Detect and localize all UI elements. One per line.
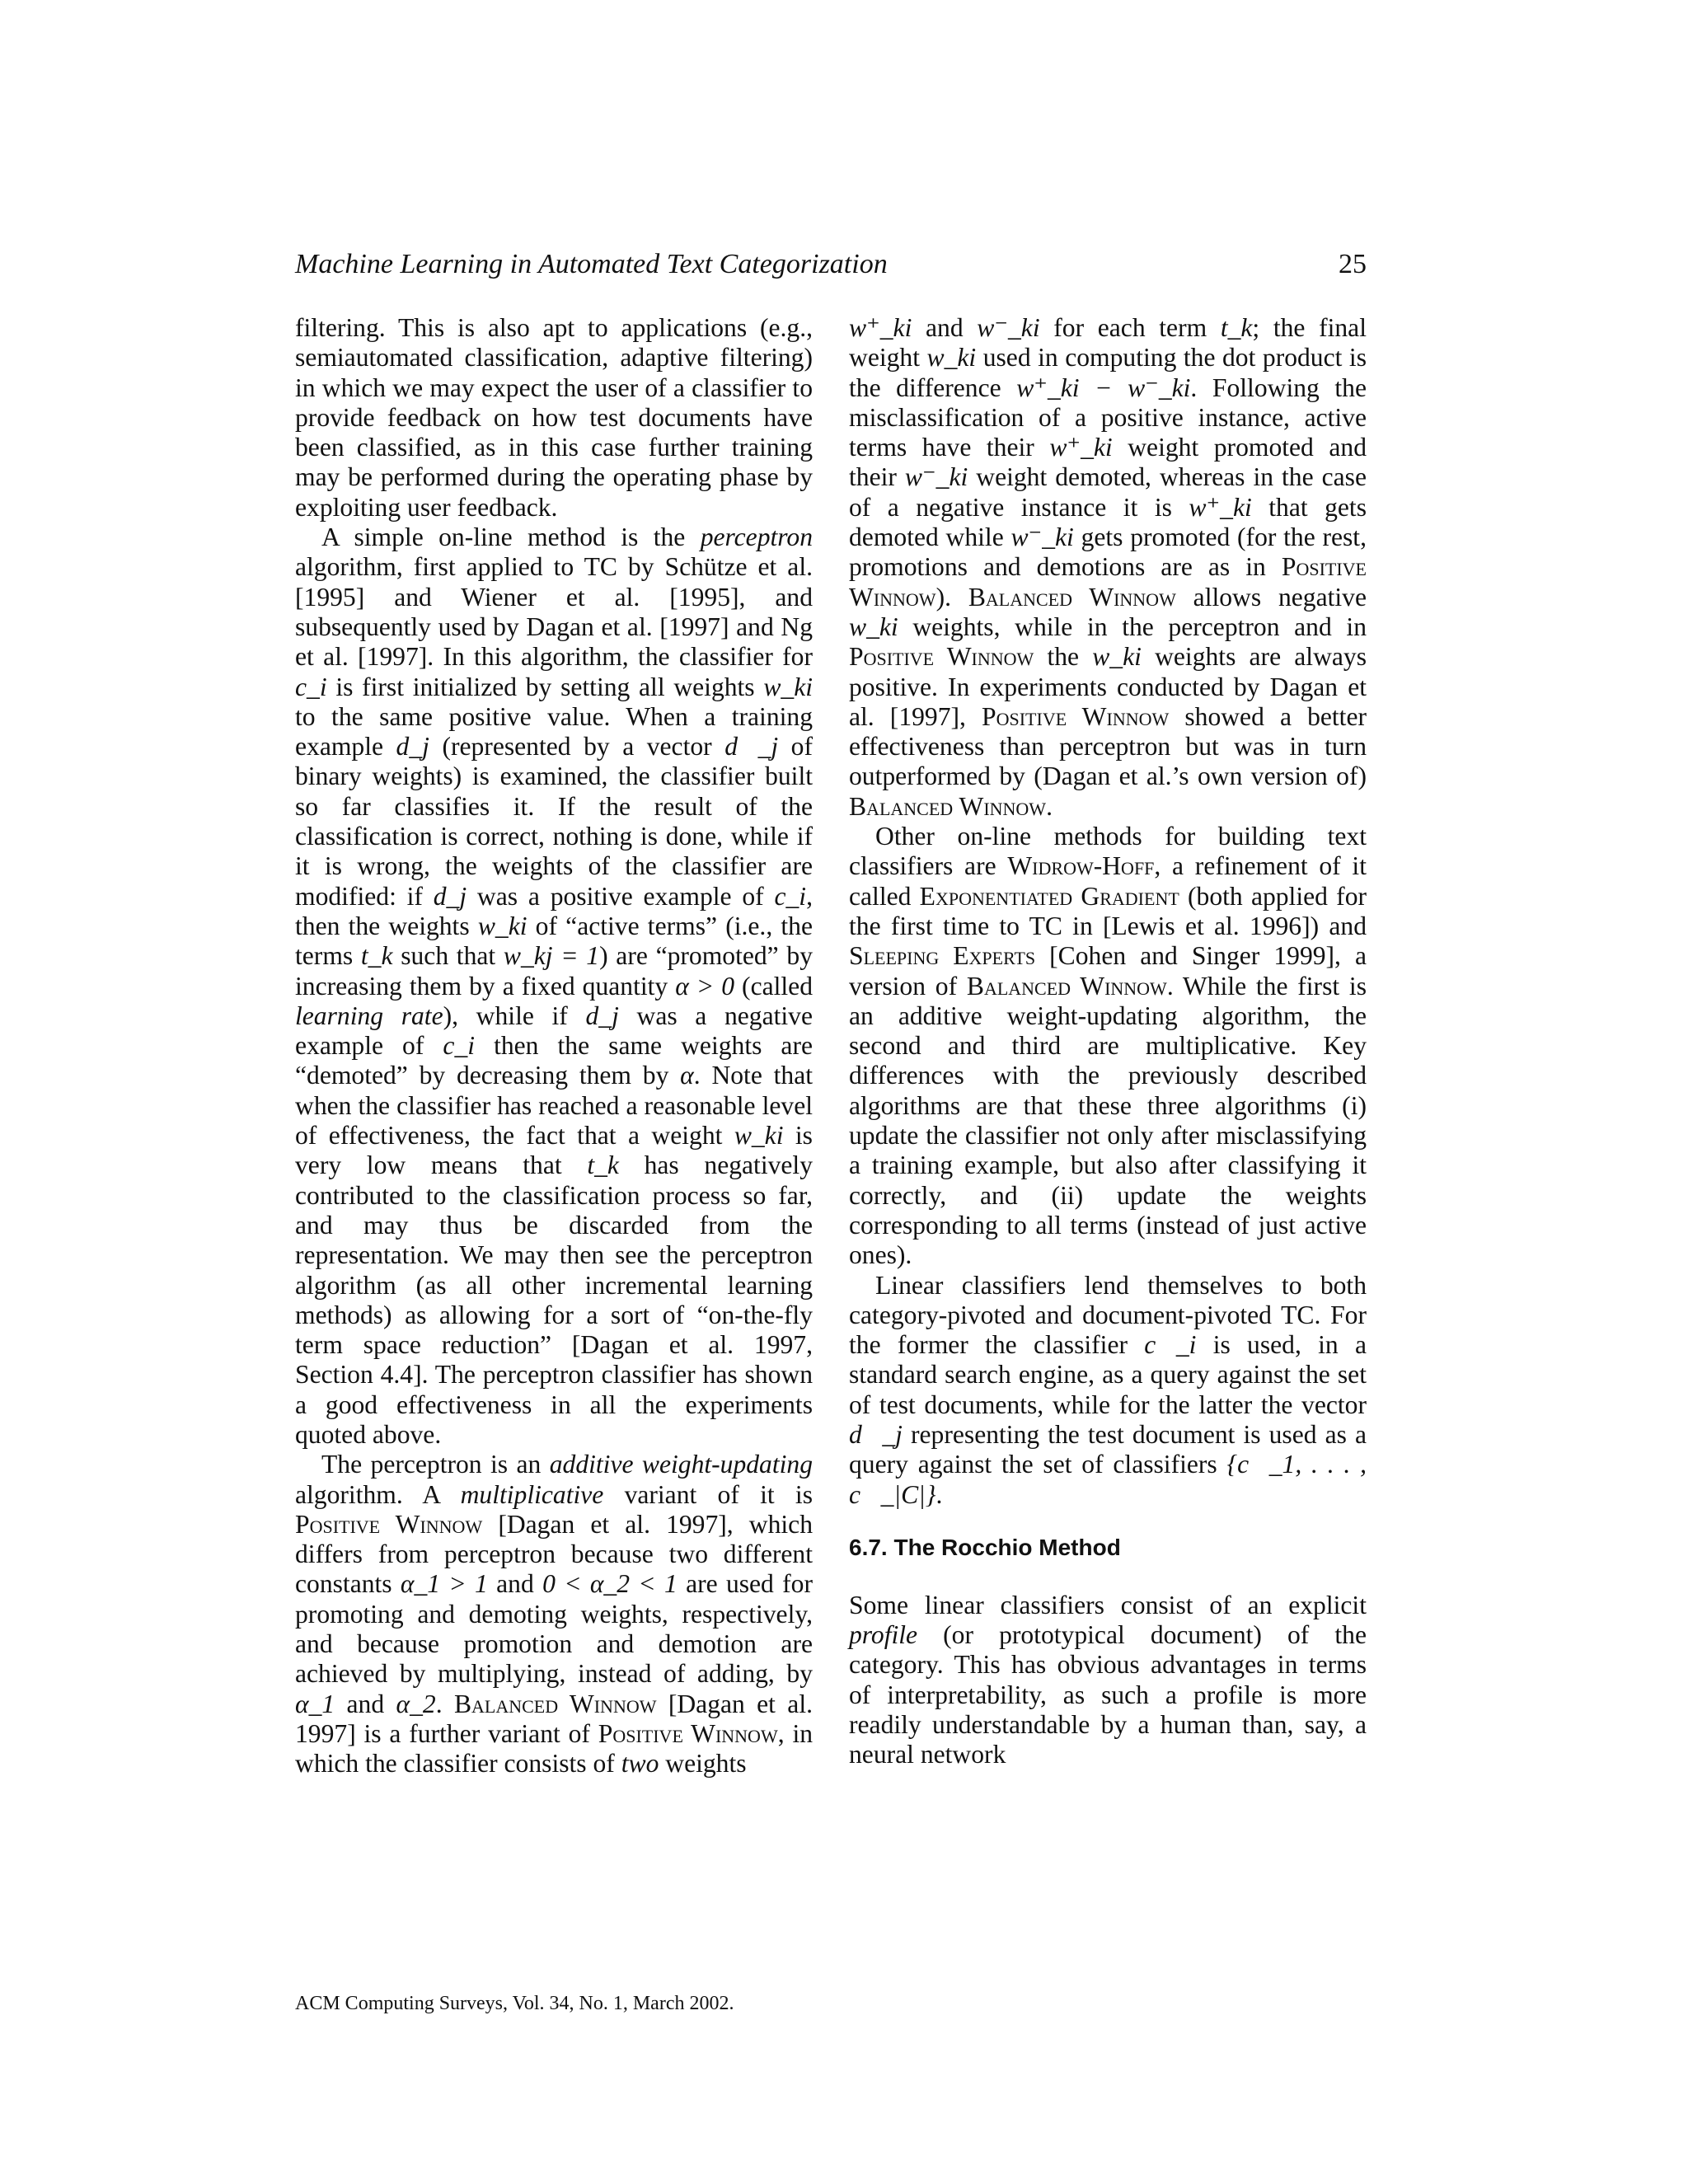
text-run: has negatively contributed to the classification process so far, and may thus be discarded from the representation. We may then see the perceptron algorithm (as all other incremental learning methods) as allowing for a sort of “on-the-fly term space reduction” [Dagan et al. 1997, Section 4.4]. The perceptron classifier has shown a good effectiveness in all the experiments quoted above.	[295, 1151, 813, 1449]
text-run: is used, in a standard search engine, as a query against the set of test documents, while for the latter the vector	[849, 1330, 1367, 1419]
algorithm-name: Positive Winnow	[849, 642, 1034, 672]
footer-citation: ACM Computing Surveys, Vol. 34, No. 1, March 2002.	[295, 1993, 734, 2014]
text-run: variant of it is	[603, 1479, 813, 1509]
text-run: (called	[734, 971, 814, 1001]
text-run: was a negative example of	[295, 1001, 813, 1061]
math-symbol: w_ki	[849, 612, 898, 641]
text-run: the	[1034, 642, 1093, 672]
text-run: Some linear classifiers consist of an explicit	[849, 1590, 1367, 1619]
text-run: algorithm. A	[295, 1479, 461, 1509]
algorithm-name: Exponentiated Gradient	[919, 881, 1179, 911]
algorithm-name: Positive Winnow	[295, 1509, 483, 1539]
math-symbol: w⁻_ki	[977, 313, 1040, 342]
text-run: . Note that when the classifier has reached a reasonable level of effectiveness, the fact that a weight	[295, 1061, 814, 1151]
paragraph-linear-classifiers	[849, 1271, 1367, 1510]
math-symbol: c_i	[774, 881, 807, 911]
algorithm-name: Positive Winnow	[849, 552, 1367, 612]
text-run: weights, while in the perceptron and in	[898, 612, 1367, 641]
math-symbol: w⁻_ki	[904, 462, 968, 492]
algorithm-name: Balanced Winnow	[453, 1689, 657, 1718]
math-symbol: {c⃗_1, . . . , c⃗_|C|}	[849, 1450, 1367, 1509]
text-run: was a positive example of	[467, 881, 775, 911]
text-run: .	[1046, 791, 1053, 821]
running-title: Machine Learning in Automated Text Categorization	[295, 249, 888, 279]
text-run: ) are “promoted” by increasing them by a fixed quantity	[295, 941, 813, 1001]
section-heading: 6.7. The Rocchio Method	[849, 1534, 1121, 1560]
text-run: and	[335, 1689, 396, 1718]
emphasis: multiplicative	[460, 1479, 604, 1509]
paragraph-perceptron	[295, 523, 813, 1450]
text-run: to the same positive value. When a training example	[295, 701, 813, 762]
math-symbol: α	[680, 1061, 694, 1090]
text-run: for each term	[1039, 313, 1221, 342]
right-column	[849, 313, 1367, 1770]
text-run: is first initialized by setting all weights	[326, 672, 764, 701]
text-run: such that	[392, 941, 504, 971]
paragraph-winnow	[295, 1450, 813, 1779]
text-run: are used for promoting and demoting weights, respectively, and because promotion and demotion are achieved by multiplying, instead of adding, by	[295, 1569, 814, 1689]
math-symbol: w_ki	[763, 672, 813, 701]
text-run: The perceptron is an	[321, 1450, 550, 1479]
math-symbol: d_j	[585, 1001, 619, 1030]
text-run: algorithm, first applied to TC by Schütze et al. [1995] and Wiener et al. [1995], and subsequently used by Dagan et al. [1997] and Ng et al. [1997]. In this algorithm, the classifier for	[295, 552, 813, 672]
page-number: 25	[1339, 249, 1367, 279]
text-run: then the same weights are “demoted” by decreasing them by	[295, 1031, 813, 1090]
math-symbol: w_kj = 1	[503, 941, 600, 971]
math-symbol: α_1 > 1	[400, 1569, 488, 1599]
math-symbol: c⃗_i	[1144, 1330, 1197, 1360]
text-run: [Dagan et al. 1997] is a further variant of	[295, 1689, 814, 1748]
text-run: , then the weights	[295, 881, 813, 940]
algorithm-name: Balanced Winnow	[849, 791, 1047, 821]
left-column	[295, 313, 813, 1779]
text-run: (both applied for the first time to TC in [Lewis et al. 1996]) and	[849, 881, 1367, 940]
text-run: and	[912, 313, 978, 342]
text-run: Linear classifiers lend themselves to both category-pivoted and document-pivoted TC. For the former the classifier	[849, 1270, 1367, 1360]
text-run: [Dagan et al. 1997], which differs from perceptron because two different constants	[295, 1509, 813, 1599]
text-run: weights are always positive. In experiments conducted by Dagan et al. [1997],	[849, 642, 1367, 731]
text-run: , a refinement of it called	[849, 851, 1367, 911]
text-run: A simple on-line method is the	[321, 523, 701, 552]
math-symbol: α > 0	[675, 971, 735, 1001]
paragraph-continued	[295, 313, 813, 523]
paragraph-other-online	[849, 822, 1367, 1270]
text-run: ; the final weight	[849, 313, 1367, 373]
algorithm-name: Positive Winnow	[982, 701, 1170, 731]
text-run: , in which the classifier consists of	[295, 1718, 814, 1779]
math-symbol: t_k	[587, 1151, 619, 1180]
emphasis: additive weight-updating	[549, 1450, 813, 1479]
text-run: allows negative	[1175, 582, 1367, 612]
text-run: .	[935, 1479, 943, 1509]
math-symbol: w⁺_ki	[1189, 492, 1252, 522]
text-run: . While the first is an additive weight-updating algorithm, the second and third are multiplicative. Key differences with the previously described algorithms are that these three algorithms (i) update the classifier not only after misclassifying a training example, but also after classifying it correctly, and (ii) update the weights corresponding to all terms (instead of just active ones).	[849, 971, 1367, 1270]
text-run: representing the test document is used as a query against the set of classifiers	[849, 1419, 1367, 1479]
running-head	[295, 246, 1367, 284]
emphasis: two	[621, 1749, 659, 1779]
math-symbol: α_1	[295, 1689, 335, 1718]
paragraph-rocchio	[849, 1591, 1367, 1770]
algorithm-name: Balanced Winnow	[966, 971, 1167, 1001]
math-symbol: d⃗_j	[724, 732, 779, 762]
math-symbol: d_j	[433, 881, 467, 911]
text-run: ).	[935, 582, 968, 612]
text-run: (represented by a vector	[429, 732, 725, 762]
math-symbol: t_k	[360, 941, 393, 971]
math-symbol: α_2	[396, 1689, 436, 1718]
algorithm-name: Sleeping Experts	[849, 941, 1036, 971]
text-run: of “active terms” (i.e., the terms	[295, 911, 813, 971]
algorithm-name: Balanced Winnow	[968, 582, 1176, 612]
text-run: . Following the misclassification of a positive instance, active terms have their	[849, 373, 1367, 462]
text-run: [Cohen and Singer 1999], a version of	[849, 941, 1367, 1001]
text-run: filtering. This is also apt to applications (e.g., semiautomated classification, adaptive filtering) in which we may expect the user of a classifier to provide feedback on how test documents have been classified, as in this case further training may be performed during the operating phase by exploiting user feedback.	[295, 313, 813, 522]
math-symbol: w⁻_ki	[1010, 523, 1074, 552]
math-symbol: w⁺_ki − w⁻_ki	[1016, 373, 1191, 402]
text-run: and	[487, 1569, 543, 1599]
math-symbol: w⁺_ki	[1049, 433, 1113, 462]
text-run: of binary weights) is examined, the classifier built so far classifies it. If the result of the classification is correct, nothing is done, while if it is wrong, the weights of the classifier are modified: if	[295, 732, 813, 911]
text-run: Other on-line methods for building text classifiers are	[849, 822, 1367, 881]
math-symbol: c_i	[295, 672, 327, 701]
text-run: weights	[659, 1749, 747, 1779]
math-symbol: c_i	[443, 1031, 476, 1061]
math-symbol: w_ki	[477, 911, 528, 940]
emphasis: learning rate	[295, 1001, 443, 1030]
math-symbol: 0 < α_2 < 1	[542, 1569, 678, 1599]
math-symbol: w_ki	[926, 343, 977, 373]
math-symbol: w⁺_ki	[849, 313, 912, 342]
math-symbol: w_ki	[734, 1121, 784, 1151]
algorithm-name: Positive Winnow	[598, 1718, 778, 1748]
emphasis: profile	[849, 1620, 918, 1650]
math-symbol: w_ki	[1092, 642, 1142, 672]
text-run: weight demoted, whereas in the case of a negative instance it is	[849, 462, 1367, 522]
math-symbol: d_j	[396, 732, 429, 762]
paragraph-balanced-winnow	[849, 313, 1367, 822]
text-run: ), while if	[443, 1001, 586, 1030]
text-run: weight promoted and their	[849, 433, 1367, 492]
emphasis: perceptron	[700, 523, 813, 552]
text-run: gets promoted (for the rest, promotions and demotions are as in	[849, 523, 1367, 582]
text-run: used in computing the dot product is the difference	[849, 343, 1367, 402]
text-run: showed a better effectiveness than perceptron but was in turn outperformed by (Dagan et al.’s own version of)	[849, 701, 1367, 791]
text-run: (or prototypical document) of the category. This has obvious advantages in terms of interpretability, as such a profile is more readily understandable by a human than, say, a neural network	[849, 1620, 1367, 1769]
text-run: .	[435, 1689, 454, 1718]
algorithm-name: Widrow-Hoff	[1007, 851, 1155, 881]
text-run: is very low means that	[295, 1121, 813, 1180]
text-run: that gets demoted while	[849, 492, 1367, 552]
math-symbol: d⃗_j	[849, 1419, 903, 1449]
math-symbol: t_k	[1220, 313, 1253, 342]
